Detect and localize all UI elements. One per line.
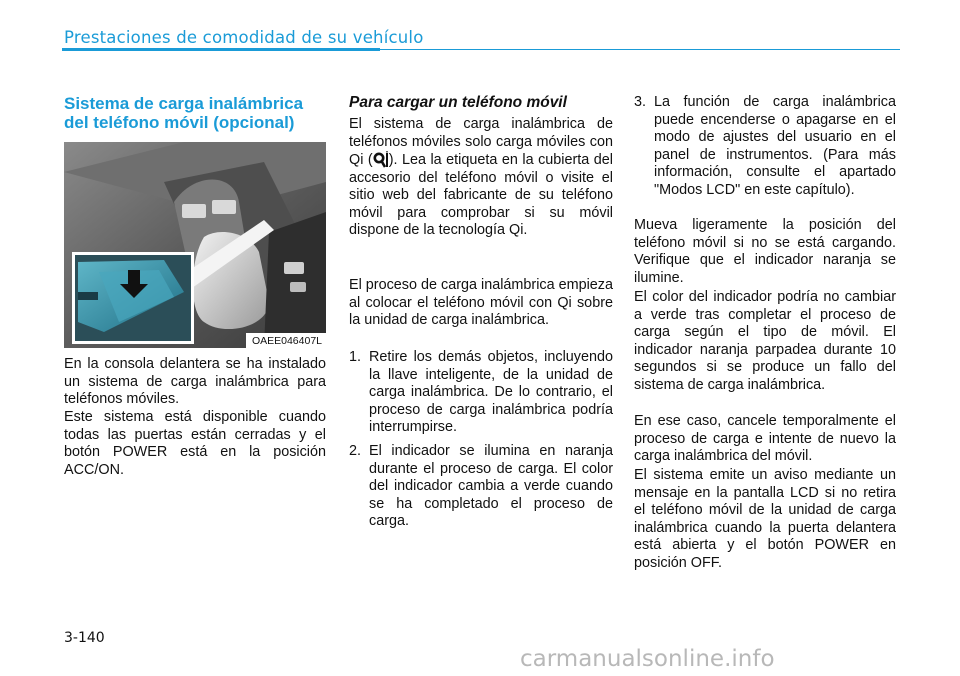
page-number: 3-140 [64,630,105,646]
steps-list-continued [634,94,896,206]
console-photo [64,142,326,348]
process-paragraph: El proceso de carga inalámbrica empieza al colocar el teléfono móvil con Qi sobre la unidad de carga inalámbrica. [349,277,613,329]
list-item-text: El indicador se ilumina en naranja durante el proceso de carga. El color del indicador cambia a verde cuando se ha completado el proceso de carga. [369,442,613,530]
list-item [634,94,896,200]
subsection-title: Para cargar un teléfono móvil [349,94,567,111]
header-rule [62,48,380,51]
header-rule-thin [380,49,900,50]
figure-caption: OAEE046407L [246,333,326,348]
qi-paragraph-end: ). Lea la etiqueta en la cubierta del accesorio del teléfono móvil o visite el sitio web del fabricante de su teléfono móvil para comprobar si su móvil dispone de la tecnología Qi. [349,151,613,239]
console-illustration [64,142,326,348]
steps-list [349,349,613,537]
list-item [349,443,613,531]
list-item-number: 3. [634,94,647,110]
warning-paragraph: El sistema emite un aviso mediante un mensaje en la pantalla LCD si no retira el teléfono móvil de la unidad de carga inalámbrica cuando la puerta delantera está abierta y el botón POWER en posición OFF. [634,467,896,571]
retry-paragraph: En ese caso, cancele temporalmente el proceso de carga e intente de nuevo la carga inalámbrica del móvil. [634,413,896,465]
list-item [349,349,613,437]
qi-icon [373,151,389,169]
qi-paragraph-start: El sistema de carga inalámbrica de teléfonos móviles solo carga móviles con Qi ( [349,116,613,168]
list-item-text: La función de carga inalámbrica puede encenderse o apagarse en el modo de ajustes del usuario en el panel de instrumentos. (Para más información, consulte el apartado "Modos LCD" en este capítulo). [654,94,896,198]
list-item-number: 1. [349,349,362,365]
qi-paragraph [349,116,613,240]
list-item-text: Retire los demás objetos, incluyendo la llave inteligente, de la unidad de carga inalámbrica. De lo contrario, el proceso de carga inalámbrica podría interrumpirse. [369,349,613,436]
section-title: Sistema de carga inalámbrica del teléfono móvil (opcional) [64,94,304,132]
page-header-title: Prestaciones de comodidad de su vehículo [64,28,424,47]
availability-paragraph: Este sistema está disponible cuando todas las puertas están cerradas y el botón POWER está en la posición ACC/ON. [64,409,326,478]
reposition-paragraph: Mueva ligeramente la posición del teléfono móvil si no se está cargando. Verifique que el indicador naranja se ilumine. [634,217,896,286]
watermark: carmanualsonline.info [520,646,775,672]
list-item-number: 2. [349,442,362,459]
intro-paragraph: En la consola delantera se ha instalado un sistema de carga inalámbrica para teléfonos móviles. [64,356,326,408]
indicator-paragraph: El color del indicador podría no cambiar a verde tras completar el proceso de carga según el tipo de móvil. El indicador naranja parpadea durante 10 segundos si se produce un fallo del sistema de carga inalámbrica. [634,289,896,393]
